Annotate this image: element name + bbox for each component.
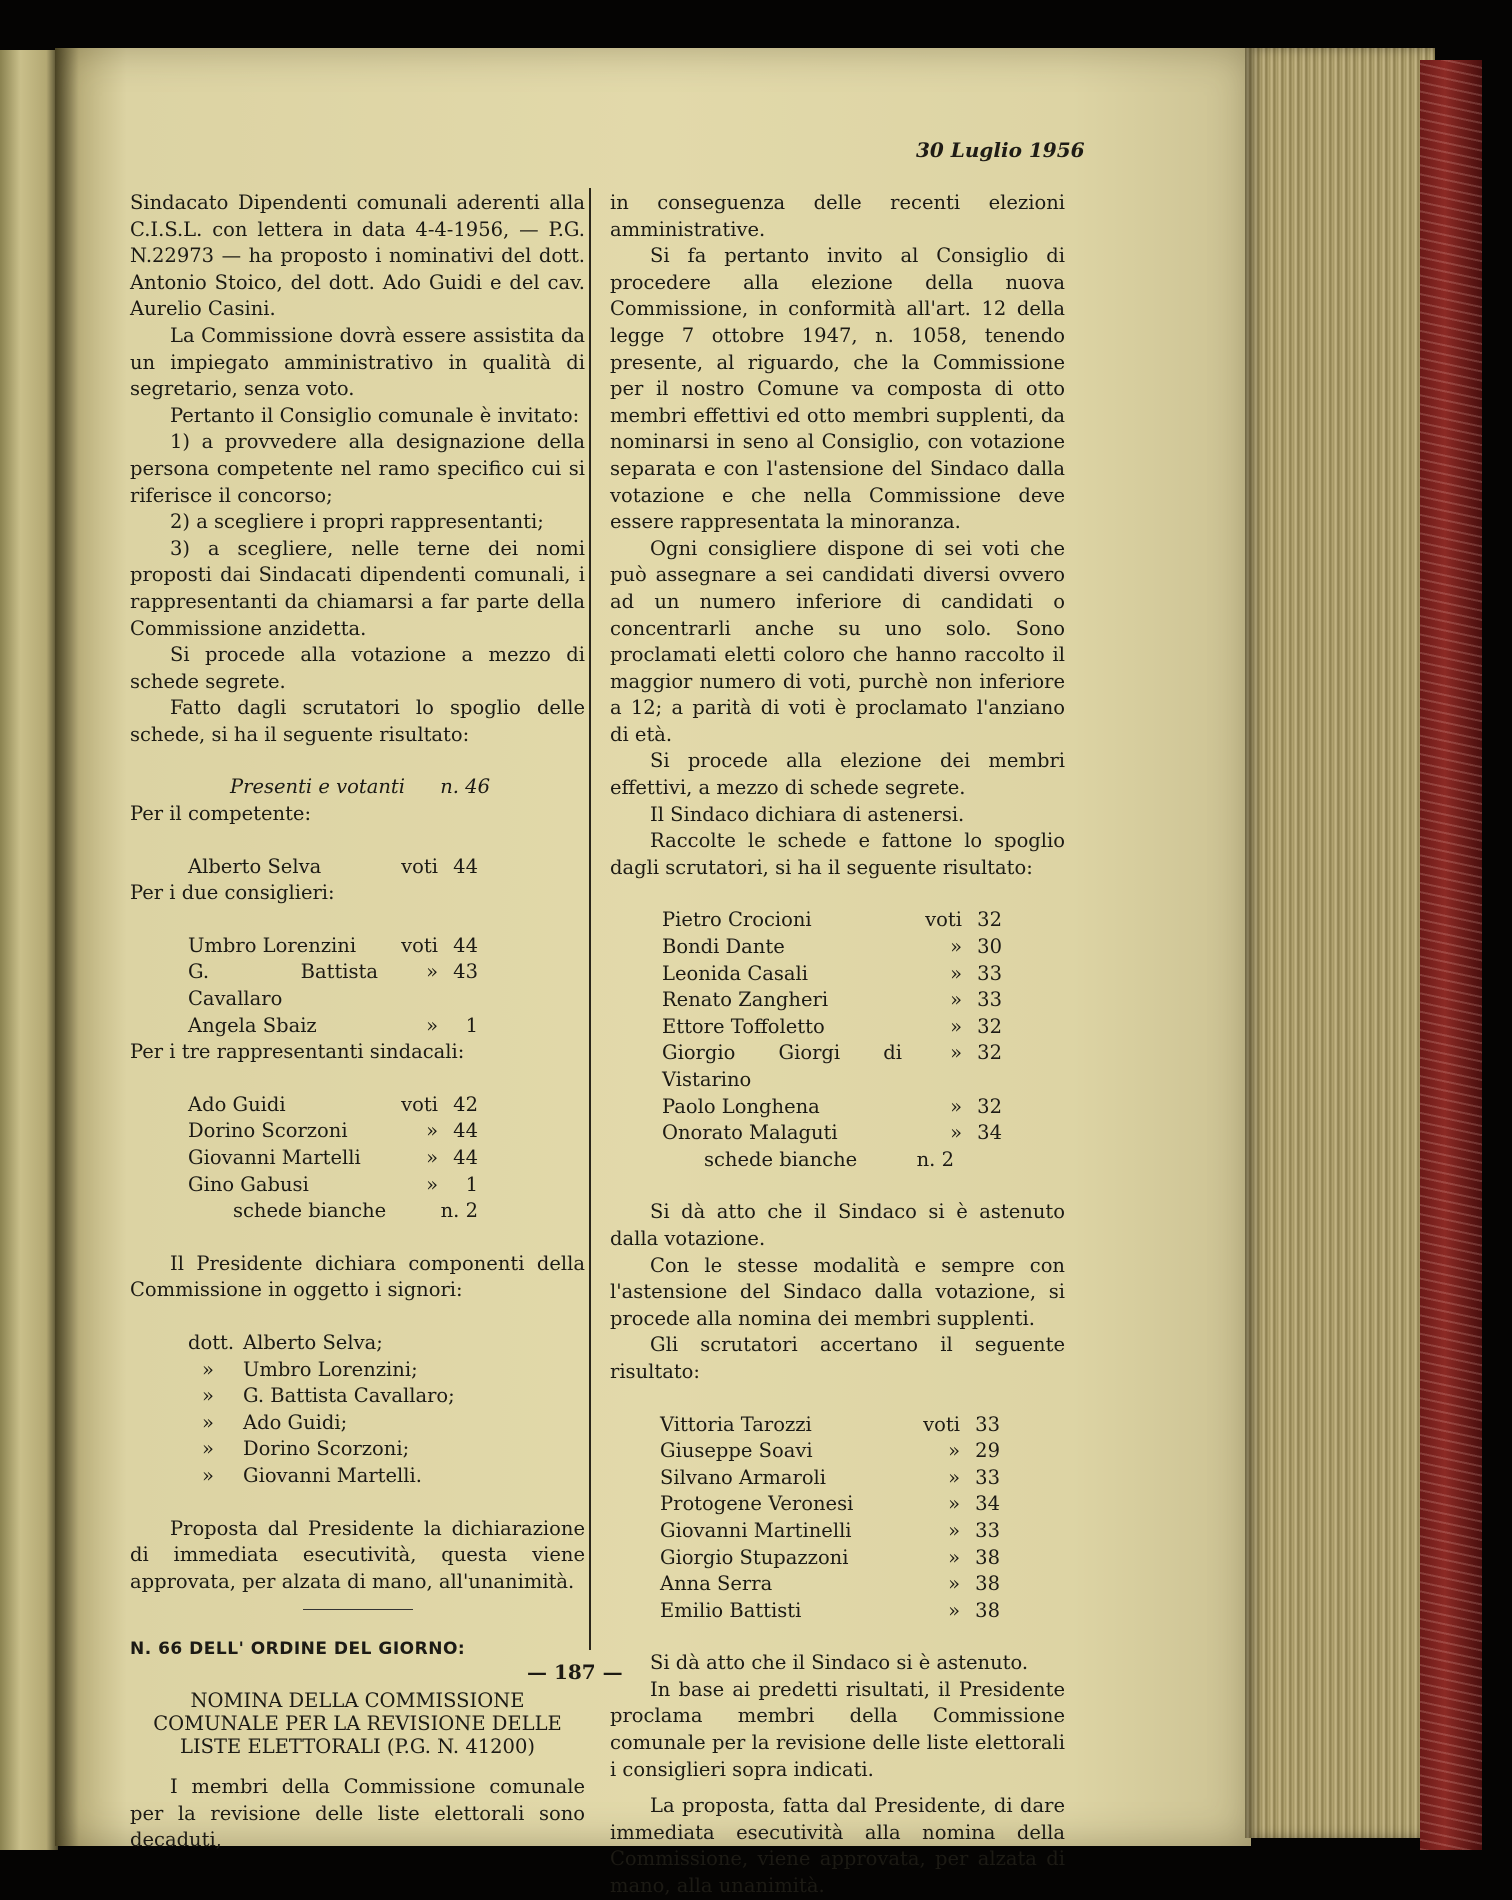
candidate-name: Giorgio Giorgi di Vistarino — [662, 1041, 902, 1091]
vote-row — [188, 1013, 478, 1040]
vote-count: 32 — [977, 908, 1002, 932]
vote-count: 33 — [977, 988, 1002, 1012]
component-row — [188, 1357, 585, 1384]
presenti-value: n. 46 — [440, 775, 490, 799]
blank-ballots-row — [188, 1198, 478, 1225]
paragraph: 3) a scegliere, nelle terne dei nomi proposti dai Sindacati dipendenti comunali, i rappresentanti da chiamarsi a far parte della Commissione anzidetta. — [130, 536, 585, 640]
vote-mark: » — [950, 961, 962, 985]
candidate-name: Pietro Crocioni — [662, 908, 812, 932]
candidate-name: Dorino Scorzoni — [188, 1119, 348, 1143]
vote-row — [660, 1598, 1000, 1625]
component-name: Dorino Scorzoni; — [243, 1437, 410, 1461]
presenti-row — [130, 774, 490, 801]
component-row — [188, 1383, 585, 1410]
component-mark: » — [202, 1357, 214, 1381]
vote-row — [188, 1092, 478, 1119]
vote-mark: » — [950, 1094, 962, 1118]
paragraph: in conseguenza delle recenti elezioni amministrative. — [610, 191, 1065, 241]
agenda-heading: N. 66 DELL' ORDINE DEL GIORNO: — [130, 1639, 466, 1660]
component-name: G. Battista Cavallaro; — [243, 1384, 455, 1408]
component-row — [188, 1463, 585, 1490]
vote-mark: » — [426, 1013, 438, 1037]
blank-ballots-label: schede bianche — [704, 1147, 858, 1171]
vote-count: 30 — [977, 935, 1002, 959]
supplenti-list — [610, 1412, 1000, 1625]
candidate-name: Alberto Selva — [188, 854, 322, 878]
component-name: Alberto Selva; — [243, 1330, 383, 1354]
vote-count: 44 — [453, 933, 478, 957]
vote-row — [662, 1014, 1002, 1041]
paragraph: Ogni consigliere dispone di sei voti che può assegnare a sei candidati diversi ovvero ad un numero inferiore di candidati o concentrarli anche su uno solo. Sono proclamati eletti coloro che hanno raccolto il maggior numero di voti, purchè non inferiore a 12; a parità di voti è proclamato l'anziano di età. — [610, 536, 1065, 746]
page-stack-edge — [1245, 48, 1435, 1838]
vote-count: 33 — [975, 1465, 1000, 1489]
vote-count: 32 — [977, 1094, 1002, 1118]
candidate-name: Protogene Veronesi — [660, 1492, 854, 1516]
component-mark: » — [202, 1410, 214, 1434]
vote-row — [660, 1438, 1000, 1465]
vote-mark: voti — [401, 854, 438, 878]
candidate-name: Onorato Malaguti — [662, 1121, 838, 1145]
component-row — [188, 1410, 585, 1437]
vote-mark: » — [948, 1572, 960, 1596]
vote-row — [660, 1491, 1000, 1518]
candidate-name: Vittoria Tarozzi — [660, 1412, 812, 1436]
vote-count: 44 — [453, 1146, 478, 1169]
vote-row — [188, 1118, 478, 1145]
blank-ballots-value: n. 2 — [440, 1199, 478, 1223]
component-name: Giovanni Martelli. — [243, 1463, 422, 1487]
vote-mark: » — [950, 1014, 962, 1038]
vote-mark: voti — [401, 1092, 438, 1116]
section-label: Per i due consiglieri: — [130, 881, 335, 905]
candidate-name: Silvano Armaroli — [660, 1465, 827, 1489]
effettivi-list — [610, 907, 1002, 1173]
paragraph: Con le stesse modalità e sempre con l'astensione del Sindaco dalla votazione, si procede alla nomina dei membri supplenti. — [610, 1253, 1065, 1330]
paragraph: Si procede alla votazione a mezzo di schede segrete. — [130, 643, 585, 693]
paragraph: Si procede alla elezione dei membri effettivi, a mezzo di schede segrete. — [610, 749, 1065, 800]
paragraph: Proposta dal Presidente la dichiarazione di immediata esecutività, questa viene approvata, per alzata di mano, all'unanimità. — [130, 1516, 585, 1593]
vote-count: 1 — [465, 1013, 478, 1037]
vote-row — [662, 907, 1002, 934]
candidate-name: Emilio Battisti — [660, 1598, 802, 1622]
consiglieri-list — [130, 933, 478, 1039]
component-mark: » — [202, 1463, 214, 1487]
left-column — [130, 190, 585, 1854]
paragraph: Fatto dagli scrutatori lo spoglio delle schede, si ha il seguente risultato: — [130, 696, 585, 746]
vote-row — [188, 1172, 478, 1199]
book-cover — [1420, 60, 1482, 1850]
paragraph: Il Presidente dichiara componenti della Commissione in oggetto i signori: — [130, 1251, 585, 1302]
vote-count: 33 — [977, 961, 1002, 985]
candidate-name: Giorgio Stupazzoni — [660, 1545, 849, 1569]
vote-mark: voti — [923, 1412, 960, 1436]
candidate-name: G. Battista Cavallaro — [188, 960, 378, 1011]
vote-row — [188, 933, 478, 960]
candidate-name: Paolo Longhena — [662, 1094, 820, 1118]
section-label: Per il competente: — [130, 802, 312, 826]
vote-count: 29 — [975, 1439, 1000, 1463]
vote-mark: » — [950, 1041, 962, 1065]
vote-row — [662, 1094, 1002, 1121]
previous-page-edge — [0, 50, 58, 1850]
candidate-name: Gino Gabusi — [188, 1172, 309, 1196]
vote-mark: » — [948, 1598, 960, 1622]
component-row — [188, 1330, 585, 1357]
vote-mark: » — [426, 960, 438, 984]
component-mark: dott. — [188, 1330, 235, 1354]
vote-count: 33 — [975, 1412, 1000, 1436]
paragraph: La proposta, fatta dal Presidente, di dare immediata esecutività alla nomina della Commissione, viene approvata, per alzata di mano, alla unanimità. — [610, 1794, 1065, 1898]
vote-count: 38 — [975, 1545, 1000, 1569]
right-column — [610, 190, 1065, 1900]
paragraph: Gli scrutatori accertano il seguente risultato: — [610, 1333, 1065, 1383]
vote-count: 33 — [975, 1518, 1000, 1542]
vote-count: 44 — [453, 854, 478, 878]
component-name: Umbro Lorenzini; — [243, 1357, 418, 1381]
candidate-name: Ado Guidi — [188, 1092, 286, 1116]
vote-row — [660, 1465, 1000, 1492]
component-name: Ado Guidi; — [243, 1410, 348, 1434]
blank-ballots-row — [662, 1147, 954, 1174]
sindacali-list — [130, 1092, 478, 1225]
candidate-name: Giuseppe Soavi — [660, 1439, 813, 1463]
component-row — [188, 1436, 585, 1463]
paragraph: Raccolte le schede e fattone lo spoglio dagli scrutatori, si ha il seguente risultato: — [610, 829, 1065, 879]
vote-row — [660, 1571, 1000, 1598]
vote-row — [662, 987, 1002, 1014]
vote-row — [188, 1145, 478, 1172]
paragraph: I membri della Commissione comunale per la revisione delle liste elettorali sono decaduti, — [130, 1774, 585, 1852]
vote-mark: » — [948, 1492, 960, 1516]
page-number: — 187 — — [527, 1660, 623, 1684]
vote-count: 42 — [453, 1092, 478, 1116]
vote-mark: » — [426, 1146, 438, 1169]
candidate-name: Bondi Dante — [662, 935, 785, 959]
paragraph: 1) a provvedere alla designazione della persona competente nel ramo specifico cui si riferisce il concorso; — [130, 430, 585, 507]
vote-count: 34 — [975, 1492, 1000, 1516]
section-label: Per i tre rappresentanti sindacali: — [130, 1040, 465, 1064]
vote-count: 38 — [975, 1572, 1000, 1596]
candidate-name: Renato Zangheri — [662, 988, 829, 1012]
components-list — [130, 1330, 585, 1490]
paragraph: La Commissione dovrà essere assistita da un impiegato amministrativo in qualità di segretario, senza voto. — [130, 323, 585, 401]
vote-count: 32 — [977, 1041, 1002, 1065]
vote-row — [188, 959, 478, 1012]
vote-mark: » — [426, 1119, 438, 1143]
column-divider — [589, 188, 591, 1650]
vote-row — [188, 854, 478, 881]
vote-mark: » — [950, 1121, 962, 1145]
vote-row — [662, 934, 1002, 961]
vote-mark: » — [426, 1172, 438, 1196]
paragraph: Sindacato Dipendenti comunali aderenti alla C.I.S.L. con lettera in data 4-4-1956, — P.G. N.22973 — ha proposto i nominativi del dott. Antonio Stoico, del dott. Ado Guidi e del cav. Aurelio Casini. — [130, 191, 585, 321]
vote-mark: » — [948, 1518, 960, 1542]
component-mark: » — [202, 1384, 214, 1408]
vote-mark: » — [950, 988, 962, 1012]
competente-list — [130, 854, 478, 881]
presenti-label: Presenti e votanti — [230, 775, 405, 799]
paragraph: Si dà atto che il Sindaco si è astenuto dalla votazione. — [610, 1200, 1065, 1250]
vote-count: 38 — [975, 1598, 1000, 1622]
candidate-name: Ettore Toffoletto — [662, 1014, 825, 1038]
vote-count: 1 — [465, 1172, 478, 1196]
vote-row — [660, 1545, 1000, 1572]
section-title: NOMINA DELLA COMMISSIONE COMUNALE PER LA REVISIONE DELLE LISTE ELETTORALI (P.G. N. 41200) — [153, 1688, 562, 1758]
vote-row — [662, 1120, 1002, 1147]
vote-row — [660, 1412, 1000, 1439]
running-head: 30 Luglio 1956 — [916, 138, 1085, 162]
vote-row — [662, 961, 1002, 988]
component-mark: » — [202, 1437, 214, 1461]
candidate-name: Umbro Lorenzini — [188, 933, 357, 957]
paragraph: Il Sindaco dichiara di astenersi. — [650, 802, 965, 826]
paragraph: Pertanto il Consiglio comunale è invitato: — [170, 403, 580, 427]
vote-row — [662, 1040, 1002, 1093]
vote-count: 43 — [453, 960, 478, 984]
paragraph: In base ai predetti risultati, il Presidente proclama membri della Commissione comunale per la revisione delle liste elettorali i consiglieri sopra indicati. — [610, 1677, 1065, 1781]
paragraph: Si fa pertanto invito al Consiglio di procedere alla elezione della nuova Commissione, in conformità all'art. 12 della legge 7 ottobre 1947, n. 1058, tenendo presente, al riguardo, che la Commissione per il nostro Comune va composta di otto membri effettivi ed otto membri supplenti, da nominarsi in seno al Consiglio, con votazione separata e con l'astensione del Sindaco dalla votazione e che nella Commissione deve essere rappresentata la minoranza. — [610, 244, 1065, 534]
vote-mark: voti — [925, 908, 962, 932]
vote-row — [660, 1518, 1000, 1545]
vote-count: 32 — [977, 1014, 1002, 1038]
blank-ballots-label: schede bianche — [233, 1199, 387, 1223]
blank-ballots-value: n. 2 — [916, 1147, 954, 1171]
vote-count: 44 — [453, 1119, 478, 1143]
vote-mark: » — [948, 1439, 960, 1463]
candidate-name: Anna Serra — [660, 1572, 773, 1596]
candidate-name: Leonida Casali — [662, 961, 808, 985]
vote-mark: » — [950, 935, 962, 959]
vote-mark: » — [948, 1545, 960, 1569]
vote-mark: » — [948, 1465, 960, 1489]
candidate-name: Giovanni Martelli — [188, 1146, 361, 1169]
candidate-name: Giovanni Martinelli — [660, 1518, 852, 1542]
candidate-name: Angela Sbaiz — [188, 1013, 317, 1037]
vote-count: 34 — [977, 1121, 1002, 1145]
paragraph: Si dà atto che il Sindaco si è astenuto. — [650, 1651, 1029, 1675]
vote-mark: voti — [401, 933, 438, 957]
paragraph: 2) a scegliere i propri rappresentanti; — [170, 510, 544, 534]
